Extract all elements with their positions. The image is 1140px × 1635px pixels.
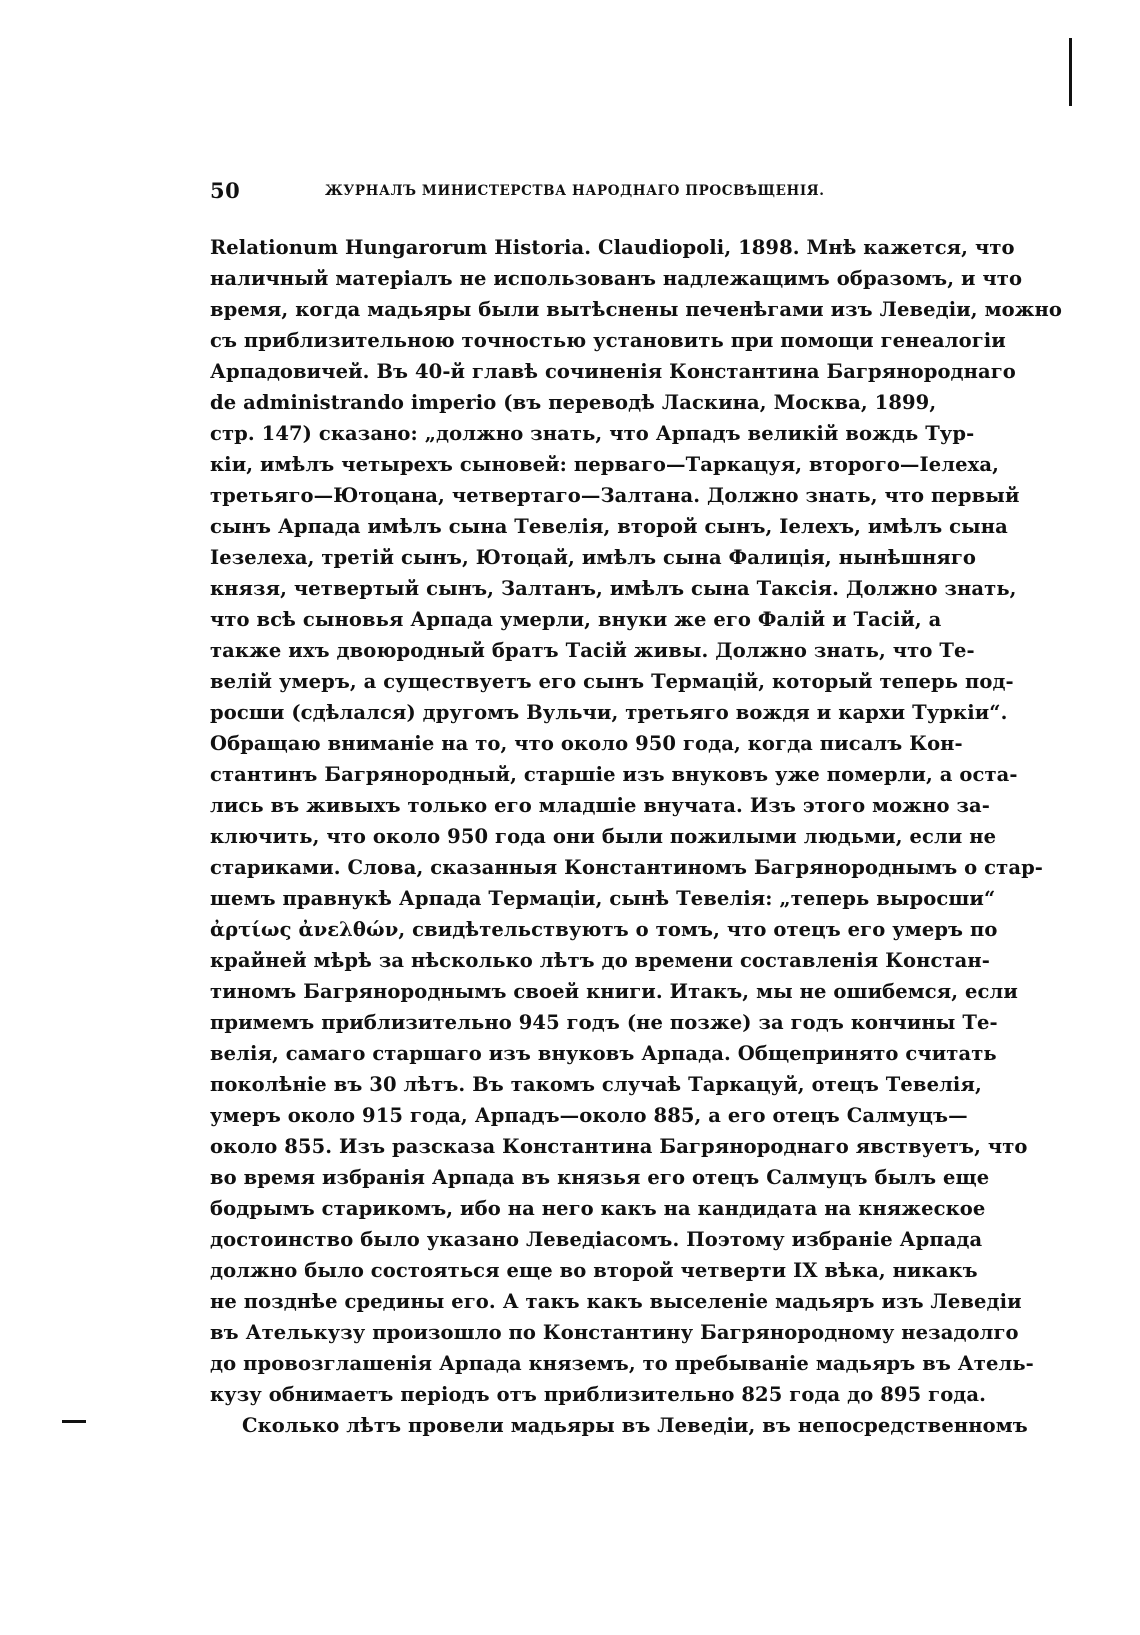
text-line: стр. 147) сказано: „должно знать, что Арпадъ великій вождь Тур- [210, 422, 975, 445]
text-line: Обращаю вниманіе на то, что около 950 года, когда писалъ Кон- [210, 732, 963, 755]
text-line: росши (сдѣлался) другомъ Вульчи, третьяго вождя и кархи Туркіи“. [210, 701, 1008, 724]
text-line: во время избранія Арпада въ князья его отецъ Салмуцъ былъ еще [210, 1166, 990, 1189]
text-line: кіи, имѣлъ четырехъ сыновей: перваго—Таркацуя, второго—Іелеха, [210, 453, 999, 476]
text-line: шемъ правнукѣ Арпада Термаціи, сынѣ Тевелія: „теперь выросши“ [210, 887, 996, 910]
text-line: стариками. Слова, сказанныя Константиномъ Багрянороднымъ о стар- [210, 856, 1043, 879]
text-line: велія, самаго старшаго изъ внуковъ Арпада. Общепринято считать [210, 1042, 997, 1065]
text-line: велій умеръ, а существуетъ его сынъ Термацій, который теперь под- [210, 670, 1014, 693]
text-line: примемъ приблизительно 945 годъ (не позже) за годъ кончины Те- [210, 1011, 998, 1034]
text-line: ключить, что около 950 года они были пожилыми людьми, если не [210, 825, 997, 848]
text-line: достоинство было указано Леведіасомъ. Поэтому избраніе Арпада [210, 1228, 983, 1251]
text-line: крайней мѣрѣ за нѣсколько лѣтъ до времени составленія Констан- [210, 949, 990, 972]
text-line: до провозглашенія Арпада княземъ, то пребываніе мадьяръ въ Атель- [210, 1352, 1034, 1375]
text-line: поколѣніе въ 30 лѣтъ. Въ такомъ случаѣ Таркацуй, отецъ Тевелія, [210, 1073, 982, 1096]
text-line: тиномъ Багрянороднымъ своей книги. Итакъ, мы не ошибемся, если [210, 980, 1018, 1003]
body-text [210, 232, 1062, 1441]
scan-artifact-top [1069, 38, 1072, 106]
text-line: также ихъ двоюродный братъ Тасій живы. Должно знать, что Те- [210, 639, 975, 662]
text-line: стантинъ Багрянородный, старшіе изъ внуковъ уже померли, а оста- [210, 763, 1018, 786]
text-line: кузу обнимаетъ періодъ отъ приблизительно 825 года до 895 года. [210, 1383, 987, 1406]
text-line: лись въ живыхъ только его младшіе внучата. Изъ этого можно за- [210, 794, 990, 817]
text-line: наличный матеріалъ не использованъ надлежащимъ образомъ, и что [210, 267, 1023, 290]
page-number: 50 [210, 178, 241, 203]
text-line: умеръ около 915 года, Арпадъ—около 885, а его отецъ Салмуцъ— [210, 1104, 968, 1127]
text-line: de administrando imperio (въ переводѣ Ласкина, Москва, 1899, [210, 391, 937, 414]
text-line: время, когда мадьяры были вытѣснены печенѣгами изъ Леведіи, можно [210, 298, 1062, 321]
text-line: князя, четвертый сынъ, Залтанъ, имѣлъ сына Таксія. Должно знать, [210, 577, 1017, 600]
text-line: что всѣ сыновья Арпада умерли, внуки же его Фалій и Тасій, а [210, 608, 942, 631]
text-line: въ Ателькузу произошло по Константину Багрянородному незадолго [210, 1321, 1019, 1344]
text-line: бодрымъ старикомъ, ибо на него какъ на кандидата на княжеское [210, 1197, 986, 1220]
text-line: не позднѣе средины его. А такъ какъ выселеніе мадьяръ изъ Леведіи [210, 1290, 1022, 1313]
text-line: третьяго—Ютоцана, четвертаго—Залтана. Должно знать, что первый [210, 484, 1020, 507]
paragraph-start-line: Сколько лѣтъ провели мадьяры въ Леведіи, въ непосредственномъ [242, 1414, 1028, 1437]
text-line: Арпадовичей. Въ 40-й главѣ сочиненія Константина Багрянороднаго [210, 360, 1016, 383]
text-line: Relationum Hungarorum Historia. Claudiopoli, 1898. Мнѣ кажется, что [210, 236, 1015, 259]
text-line: Іезелеха, третій сынъ, Ютоцай, имѣлъ сына Фалиція, нынѣшняго [210, 546, 977, 569]
scan-artifact-left [62, 1420, 86, 1423]
journal-title: ЖУРНАЛЪ МИНИСТЕРСТВА НАРОДНАГО ПРОСВѢЩЕНІЯ. [325, 183, 825, 199]
text-line: сынъ Арпада имѣлъ сына Тевелія, второй сынъ, Іелехъ, имѣлъ сына [210, 515, 1008, 538]
text-line: съ приблизительною точностью установить при помощи генеалогіи [210, 329, 1006, 352]
text-line: около 855. Изъ разсказа Константина Багрянороднаго явствуетъ, что [210, 1135, 1028, 1158]
text-line: должно было состояться еще во второй четверти IX вѣка, никакъ [210, 1259, 978, 1282]
running-head [210, 178, 910, 208]
text-line: ἀρτίως ἀνελθών, свидѣтельствуютъ о томъ, что отецъ его умеръ по [210, 918, 998, 941]
